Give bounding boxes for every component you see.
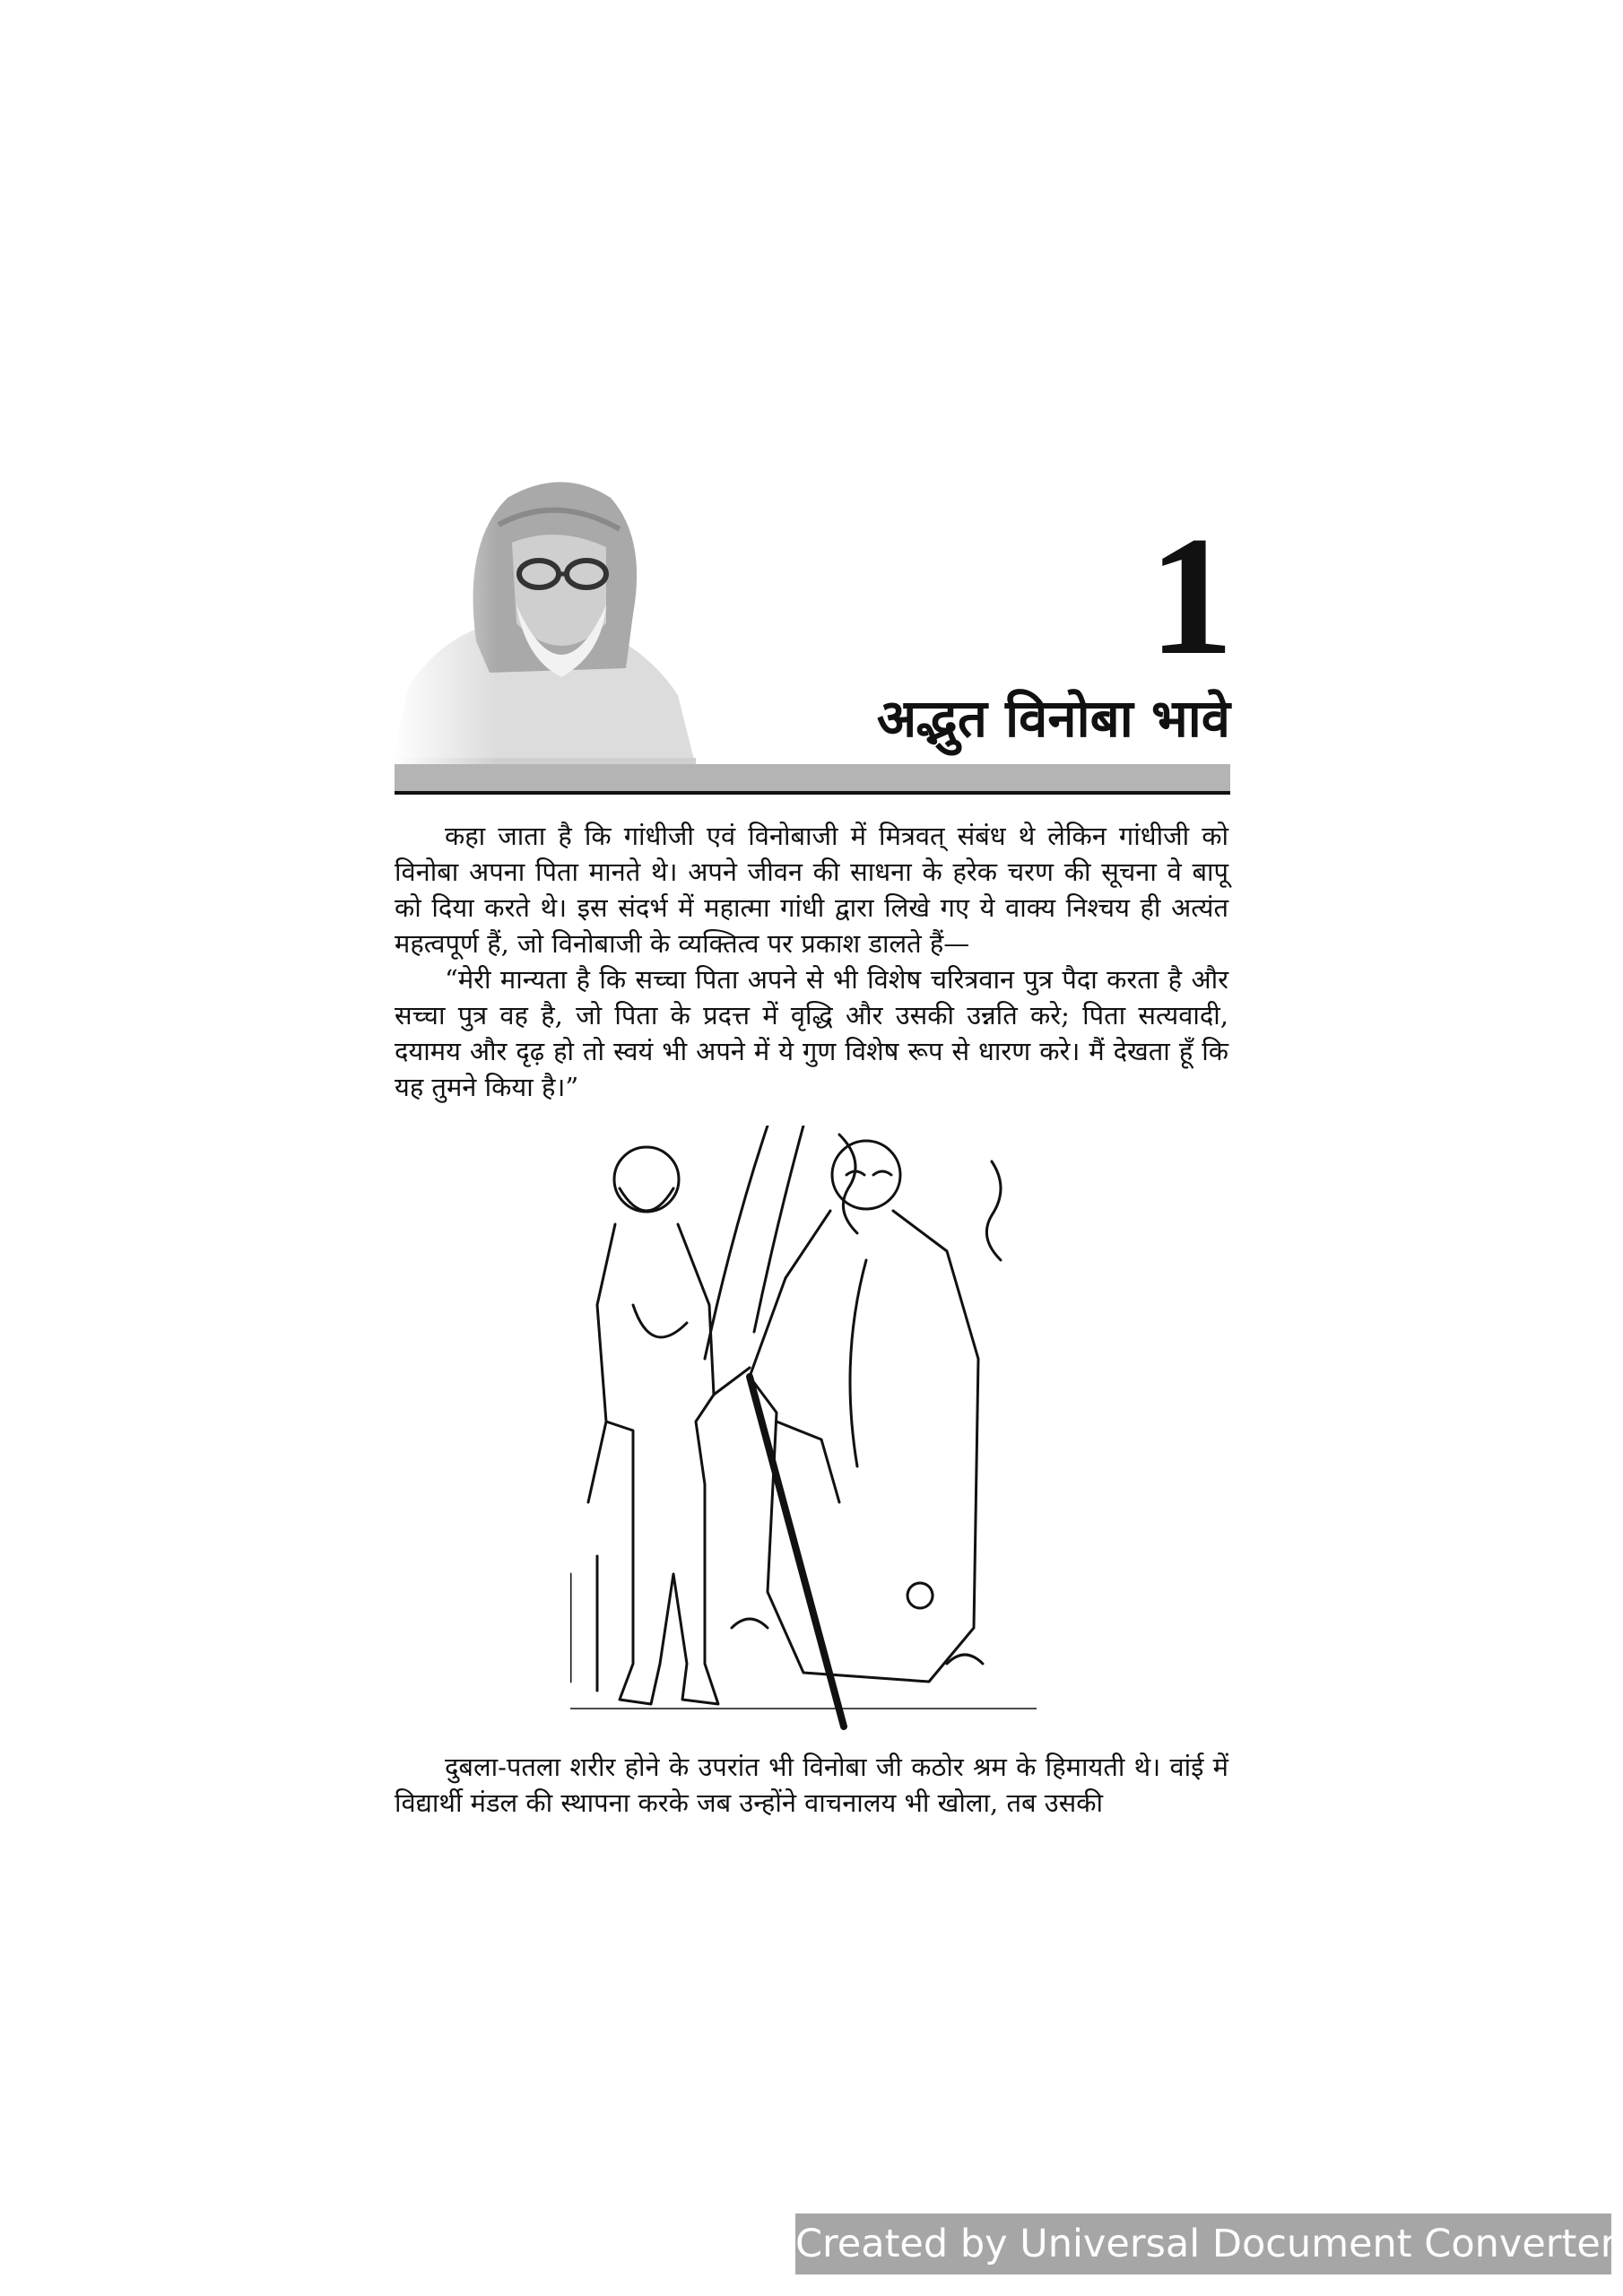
title-rule-gray: [395, 764, 1230, 791]
chapter-title: अद्भुत विनोबा भावे: [876, 688, 1230, 749]
body-text-bottom: [395, 1749, 1228, 1821]
converter-watermark: Created by Universal Document Converter: [795, 2213, 1611, 2274]
gandhi-quote: “मेरी मान्यता है कि सच्चा पिता अपने से भी विशेष चरित्रवान पुत्र पैदा करता है और सच्चा पुत्र वह है, जो पिता के प्रदत्त में वृद्धि और उसकी उन्नति करे; पिता सत्यवादी, दयामय और दृढ़ हो तो स्वयं भी अपने में ये गुण विशेष रूप से धारण करे। मैं देखता हूँ कि यह तुमने किया है।”: [395, 964, 1228, 1102]
body-text-top: [395, 818, 1228, 1105]
chapter-number: 1: [1149, 502, 1234, 691]
vinoba-gandhi-illustration: [570, 1126, 1037, 1735]
intro-paragraph: कहा जाता है कि गांधीजी एवं विनोबाजी में मित्रवत् संबंध थे लेकिन गांधीजी को विनोबा अपना पिता मानते थे। अपने जीवन की साधना के हरेक चरण की सूचना वे बापू को दिया करते थे। इस संदर्भ में महात्मा गांधी द्वारा लिखे गए ये वाक्य निश्चय ही अत्यंत महत्वपूर्ण हैं, जो विनोबाजी के व्यक्तित्व पर प्रकाश डालते हैं—: [395, 821, 1228, 959]
second-paragraph: दुबला-पतला शरीर होने के उपरांत भी विनोबा जी कठोर श्रम के हिमायती थे। वांई में विद्यार्थी मंडल की स्थापना करके जब उन्होंने वाचनालय भी खोला, तब उसकी: [395, 1752, 1228, 1818]
title-rule-black: [395, 791, 1230, 795]
chapter-portrait-image: [391, 462, 696, 767]
